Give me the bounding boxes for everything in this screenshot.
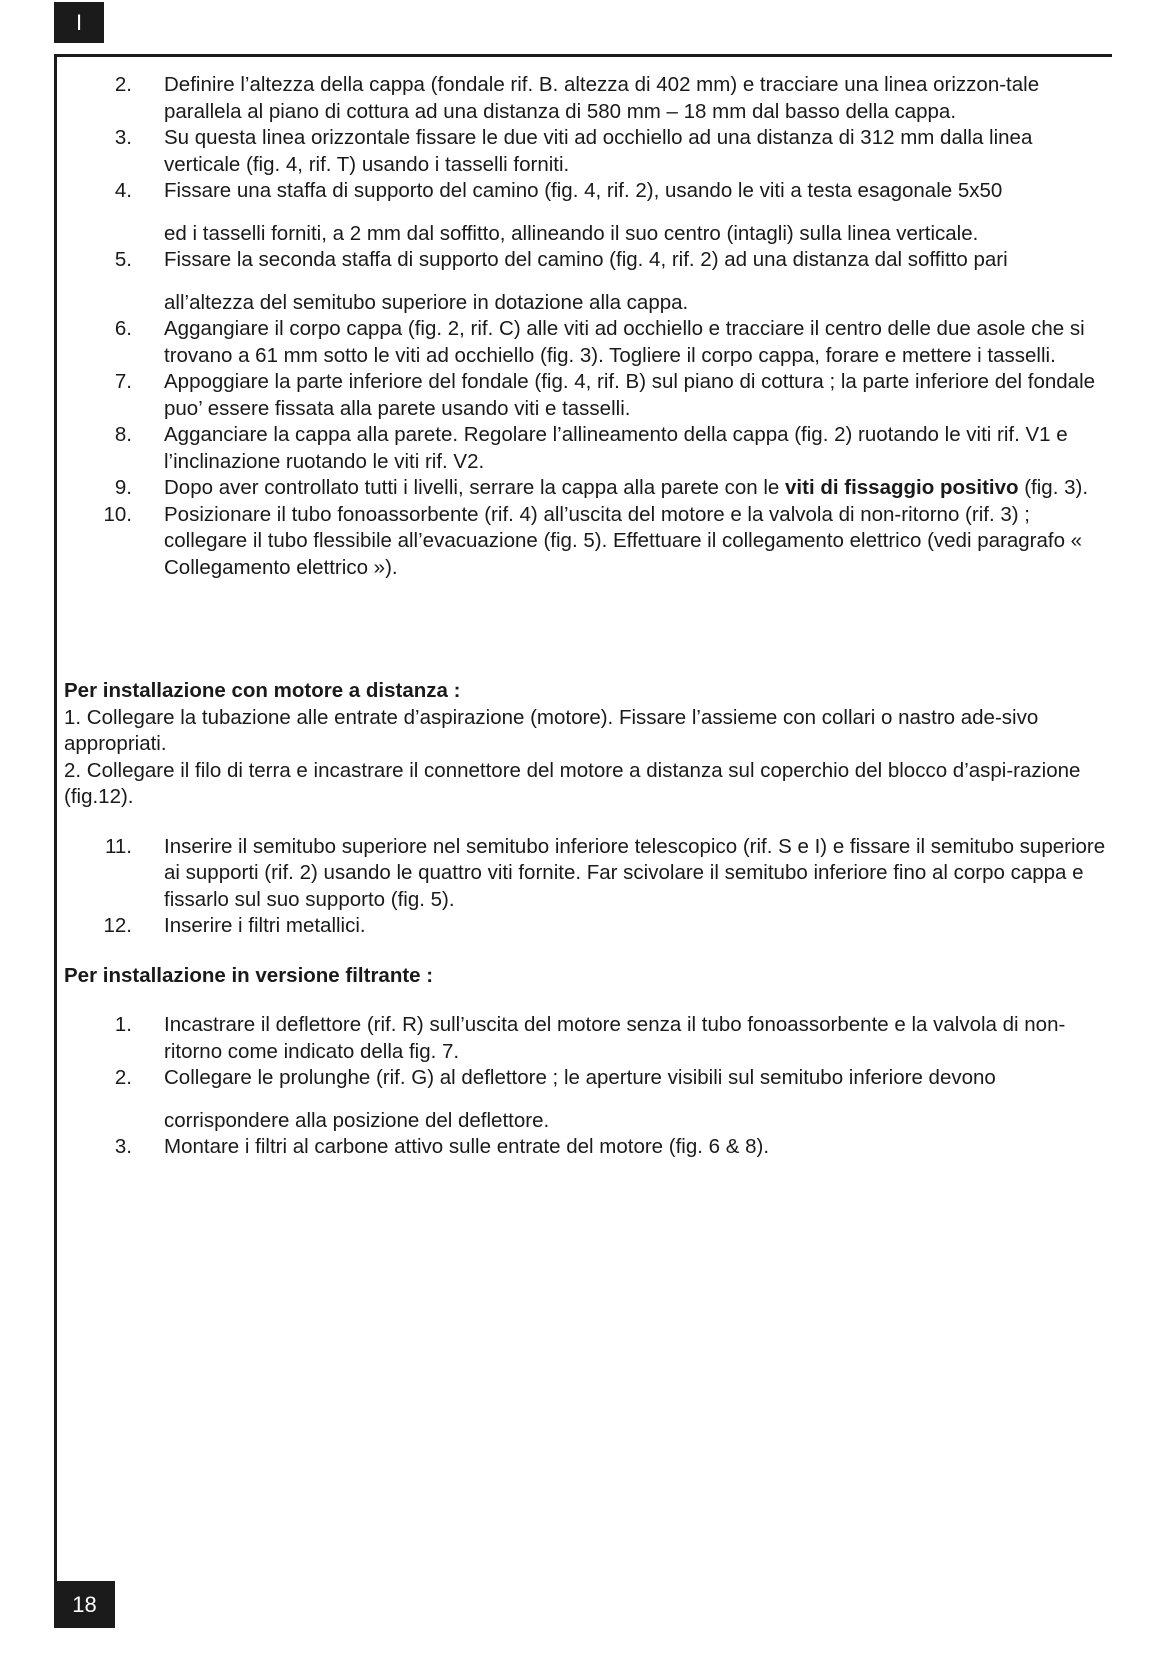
item-number: 5. xyxy=(114,248,132,271)
item-text: Aggangiare il corpo cappa (fig. 2, rif. C) alle viti ad occhiello e tracciare il centro delle due asole che si trovano a 61 mm sotto le viti ad occhiello (fig. 3). Togliere il corpo cappa, forare e mettere i tasselli. xyxy=(164,317,1085,367)
paragraph: 1. Collegare la tubazione alle entrate d’aspirazione (motore). Fissare l’assieme con collari o nastro ade-sivo appropriati. xyxy=(64,705,1039,755)
list-item xyxy=(64,1134,1114,1161)
item-text: Fissare una staffa di supporto del camino (fig. 4, rif. 2), usando le viti a testa esagonale 5x50 xyxy=(164,179,1003,202)
list-item xyxy=(64,369,1114,422)
language-tab xyxy=(54,2,104,43)
page-content xyxy=(64,72,1114,1161)
item-number: 2. xyxy=(114,1066,132,1089)
list-item xyxy=(64,834,1114,914)
list-item xyxy=(64,1012,1114,1065)
item-number: 11. xyxy=(105,834,132,858)
item-text: Collegare le prolunghe (rif. G) al deflettore ; le aperture visibili sul semitubo inferiore devono xyxy=(164,1066,996,1089)
section-heading: Per installazione in versione filtrante : xyxy=(64,963,434,987)
list-item xyxy=(64,72,1114,125)
steps-list-b xyxy=(64,834,1114,940)
item-text-part: Dopo aver controllato tutti i livelli, serrare la cappa alla parete con le xyxy=(164,476,786,499)
item-text-continued: all’altezza del semitubo superiore in dotazione alla cappa. xyxy=(164,290,689,314)
item-number: 3. xyxy=(114,1135,132,1158)
section-heading: Per installazione con motore a distanza : xyxy=(64,679,461,702)
left-rule xyxy=(54,54,57,1628)
item-text: Appoggiare la parte inferiore del fondale (fig. 4, rif. B) sul piano di cottura ; la parte inferiore del fondale puo’ essere fissata alla parete usando viti e tasselli. xyxy=(164,370,1096,420)
item-text: Definire l’altezza della cappa (fondale rif. B. altezza di 402 mm) e tracciare una linea orizzon-tale parallela al piano di cottura ad una distanza di 580 mm – 18 mm dal basso della cappa. xyxy=(164,73,1040,123)
item-text: Inserire il semitubo superiore nel semitubo inferiore telescopico (rif. S e I) e fissare il semitubo superiore ai supporti (rif. 2) usando le quattro viti fornite. Far scivolare il semitubo inferiore fino al corpo cappa e fissarlo sul suo supporto (fig. 5). xyxy=(164,834,1106,911)
language-code: I xyxy=(75,9,83,35)
item-number: 2. xyxy=(114,73,132,96)
list-item xyxy=(64,1065,1114,1134)
remote-motor-section xyxy=(64,678,1114,811)
list-item xyxy=(64,913,1114,940)
list-item xyxy=(64,475,1114,502)
list-item xyxy=(64,316,1114,369)
item-number: 6. xyxy=(114,317,132,340)
item-text: Incastrare il deflettore (rif. R) sull’uscita del motore senza il tubo fonoassorbente e la valvola di non-ritorno come indicato della fig. 7. xyxy=(164,1013,1066,1063)
item-text: Fissare la seconda staffa di supporto del camino (fig. 4, rif. 2) ad una distanza dal soffitto pari xyxy=(164,248,1008,271)
item-number: 7. xyxy=(114,370,132,393)
item-text: Montare i filtri al carbone attivo sulle entrate del motore (fig. 6 & 8). xyxy=(164,1135,770,1158)
item-number: 10. xyxy=(103,502,132,526)
list-item xyxy=(64,178,1114,247)
page-number-label: 18 xyxy=(72,1591,97,1617)
top-rule xyxy=(54,54,1112,57)
list-item xyxy=(64,125,1114,178)
item-number: 1. xyxy=(114,1013,132,1036)
item-text: Agganciare la cappa alla parete. Regolare l’allineamento della cappa (fig. 2) ruotando le viti rif. V1 e l’inclinazione ruotando le viti rif. V2. xyxy=(164,423,1068,473)
list-item xyxy=(64,247,1114,316)
list-item xyxy=(64,502,1114,582)
list-item xyxy=(64,422,1114,475)
filter-version-section xyxy=(64,963,1114,1161)
item-text xyxy=(164,475,1114,502)
steps-list-a xyxy=(64,72,1114,581)
item-text-continued: ed i tasselli forniti, a 2 mm dal soffitto, allineando il suo centro (intagli) sulla linea verticale. xyxy=(164,221,979,245)
item-text-continued: corrispondere alla posizione del deflettore. xyxy=(164,1108,550,1132)
item-text: Su questa linea orizzontale fissare le due viti ad occhiello ad una distanza di 312 mm dalla linea verticale (fig. 4, rif. T) usando i tasselli forniti. xyxy=(164,126,1033,176)
page-number xyxy=(54,1581,115,1628)
item-number: 9. xyxy=(114,476,132,499)
item-text-part: (fig. 3). xyxy=(1018,476,1089,499)
paragraph: 2. Collegare il filo di terra e incastrare il connettore del motore a distanza sul coperchio del blocco d’aspi-razione (fig.12). xyxy=(64,758,1081,808)
item-number: 8. xyxy=(114,423,132,446)
item-number: 4. xyxy=(114,179,132,202)
item-text: Posizionare il tubo fonoassorbente (rif. 4) all’uscita del motore e la valvola di non-ritorno (rif. 3) ; collegare il tubo flessibile all’evacuazione (fig. 5). Effettuare il collegamento elettrico (vedi paragrafo « Collegamento elettrico »). xyxy=(164,502,1083,579)
item-number: 12. xyxy=(103,914,132,937)
item-text-bold: viti di fissaggio positivo xyxy=(785,476,1019,499)
item-text: Inserire i filtri metallici. xyxy=(164,914,366,937)
item-number: 3. xyxy=(114,126,132,149)
